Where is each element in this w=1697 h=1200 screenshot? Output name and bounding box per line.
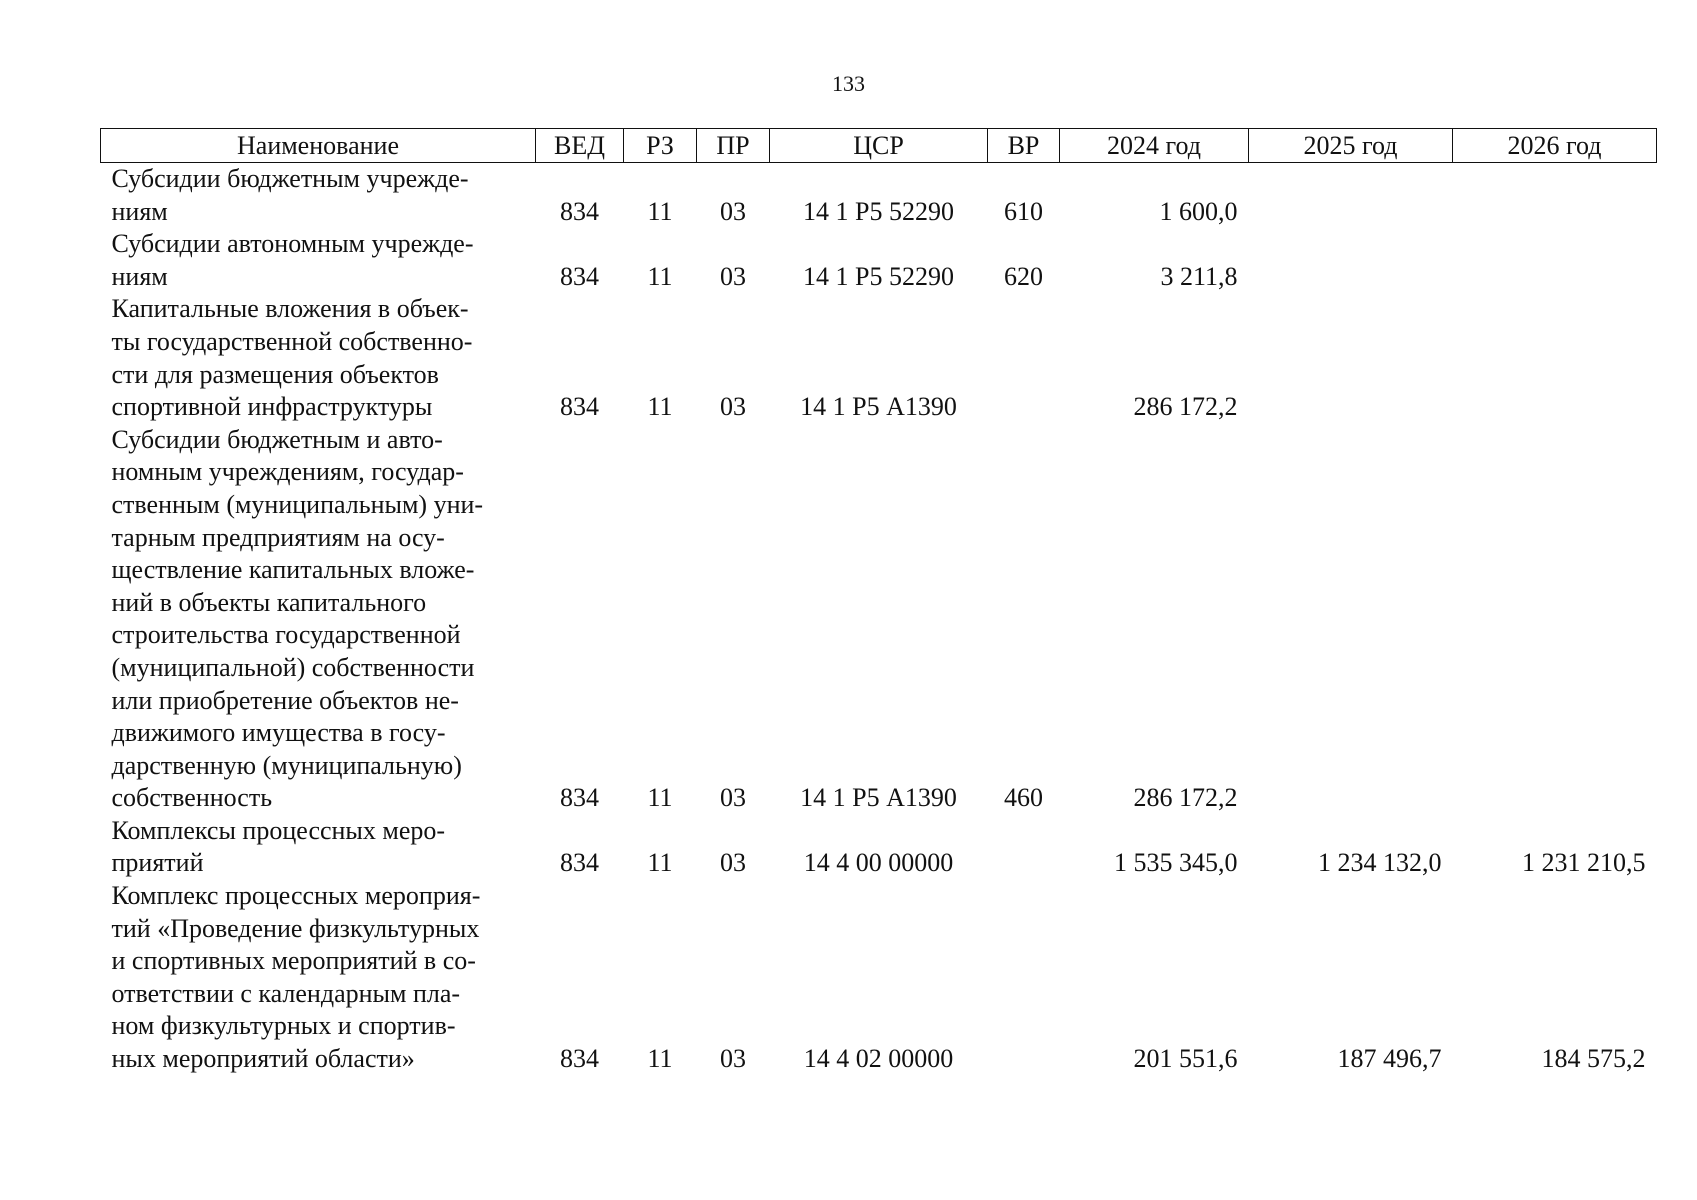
name-line: сти для размещения объектов — [111, 359, 439, 389]
name-line: ответствии с календарным пла- — [111, 978, 461, 1008]
cell-vr — [988, 293, 1060, 423]
cell-ved: 834 — [560, 196, 599, 226]
table-row — [101, 293, 1657, 423]
name-line: собственность — [111, 783, 273, 813]
cell-2024: 286 172,2 — [1133, 392, 1238, 422]
cell-2024: 3 211,8 — [1160, 261, 1238, 291]
name-line: ществление капитальных вложе- — [111, 555, 475, 585]
page-number: 133 — [832, 71, 865, 96]
cell-name — [101, 880, 536, 1076]
cell-ved: 834 — [560, 848, 599, 878]
cell-csr: 14 4 02 00000 — [803, 1044, 954, 1074]
cell-vr: 620 — [1004, 261, 1043, 291]
cell-pr: 03 — [720, 392, 746, 422]
cell-csr: 14 1 Р5 А1390 — [800, 392, 957, 422]
cell-2025 — [1249, 228, 1453, 293]
header-row — [101, 129, 1657, 163]
header-2026: 2026 год — [1453, 129, 1657, 163]
cell-2025: 1 234 132,0 — [1318, 848, 1442, 878]
name-line: дарственную (муниципальную) — [111, 750, 462, 780]
cell-csr: 14 1 Р5 А1390 — [800, 783, 957, 813]
cell-rz: 11 — [647, 196, 673, 226]
name-line: Капитальные вложения в объек- — [111, 294, 469, 324]
header-name: Наименование — [101, 129, 536, 163]
header-ved: ВЕД — [536, 129, 624, 163]
cell-2026 — [1453, 424, 1657, 815]
cell-ved: 834 — [560, 1044, 599, 1074]
name-line: Субсидии бюджетным учрежде- — [111, 164, 469, 193]
name-line: Комплексы процессных меро- — [111, 815, 446, 845]
cell-ved: 834 — [560, 261, 599, 291]
name-line: (муниципальной) собственности — [111, 652, 475, 682]
name-line: спортивной инфраструктуры — [111, 392, 433, 422]
cell-vr: 610 — [1004, 196, 1043, 226]
cell-pr: 03 — [720, 1044, 746, 1074]
cell-vr — [988, 880, 1060, 1076]
name-line: ственным (муниципальным) уни- — [111, 489, 484, 519]
cell-csr: 14 1 Р5 52290 — [803, 196, 954, 226]
name-line: ниям — [111, 196, 168, 226]
cell-2025: 187 496,7 — [1337, 1044, 1442, 1074]
cell-2026: 1 231 210,5 — [1522, 848, 1646, 878]
name-line: ний в объекты капитального — [111, 587, 427, 617]
cell-name — [101, 815, 536, 880]
name-line: или приобретение объектов не- — [111, 685, 459, 715]
header-2025: 2025 год — [1249, 129, 1453, 163]
cell-name — [101, 424, 536, 815]
cell-2026 — [1453, 228, 1657, 293]
cell-rz: 11 — [647, 783, 673, 813]
table-row — [101, 228, 1657, 293]
cell-rz: 11 — [647, 848, 673, 878]
table-row — [101, 880, 1657, 1076]
table-row — [101, 815, 1657, 880]
cell-2024: 201 551,6 — [1133, 1044, 1238, 1074]
cell-rz: 11 — [647, 261, 673, 291]
cell-csr: 14 4 00 00000 — [803, 848, 954, 878]
cell-rz: 11 — [647, 1044, 673, 1074]
name-line: Субсидии автономным учрежде- — [111, 229, 474, 259]
cell-pr: 03 — [720, 196, 746, 226]
cell-name — [101, 163, 536, 229]
table-header — [101, 129, 1657, 163]
cell-2026 — [1453, 163, 1657, 229]
cell-ved: 834 — [560, 783, 599, 813]
name-line: приятий — [111, 848, 204, 878]
name-line: номным учреждениям, государ- — [111, 457, 464, 487]
cell-2024: 1 600,0 — [1159, 196, 1238, 226]
name-line: ных мероприятий области» — [111, 1044, 415, 1074]
table-row — [101, 163, 1657, 229]
cell-vr — [988, 815, 1060, 880]
cell-pr: 03 — [720, 848, 746, 878]
header-csr: ЦСР — [770, 129, 988, 163]
header-pr: ПР — [697, 129, 770, 163]
cell-2025 — [1249, 424, 1453, 815]
name-line: ном физкультурных и спортив- — [111, 1011, 456, 1041]
table-row — [101, 424, 1657, 815]
name-line: ниям — [111, 261, 168, 291]
cell-2025 — [1249, 163, 1453, 229]
cell-csr: 14 1 Р5 52290 — [803, 261, 954, 291]
table-body — [101, 163, 1657, 1076]
cell-2024: 286 172,2 — [1133, 783, 1238, 813]
cell-2025 — [1249, 293, 1453, 423]
name-line: движимого имущества в госу- — [111, 718, 446, 748]
cell-2026 — [1453, 293, 1657, 423]
name-line: Комплекс процессных мероприя- — [111, 881, 481, 911]
cell-pr: 03 — [720, 783, 746, 813]
cell-2026: 184 575,2 — [1541, 1044, 1646, 1074]
cell-name — [101, 228, 536, 293]
name-line: строительства государственной — [111, 620, 461, 650]
header-rz: РЗ — [624, 129, 697, 163]
cell-ved: 834 — [560, 392, 599, 422]
header-2024: 2024 год — [1060, 129, 1249, 163]
name-line: тарным предприятиям на осу- — [111, 522, 445, 552]
cell-rz: 11 — [647, 392, 673, 422]
budget-table — [100, 128, 1657, 1076]
header-vr: ВР — [988, 129, 1060, 163]
cell-2024: 1 535 345,0 — [1114, 848, 1238, 878]
name-line: Субсидии бюджетным и авто- — [111, 424, 443, 454]
cell-name — [101, 293, 536, 423]
name-line: и спортивных мероприятий в со- — [111, 946, 476, 976]
name-line: тий «Проведение физкультурных — [111, 913, 480, 943]
cell-vr: 460 — [1004, 783, 1043, 813]
cell-pr: 03 — [720, 261, 746, 291]
name-line: ты государственной собственно- — [111, 326, 473, 356]
